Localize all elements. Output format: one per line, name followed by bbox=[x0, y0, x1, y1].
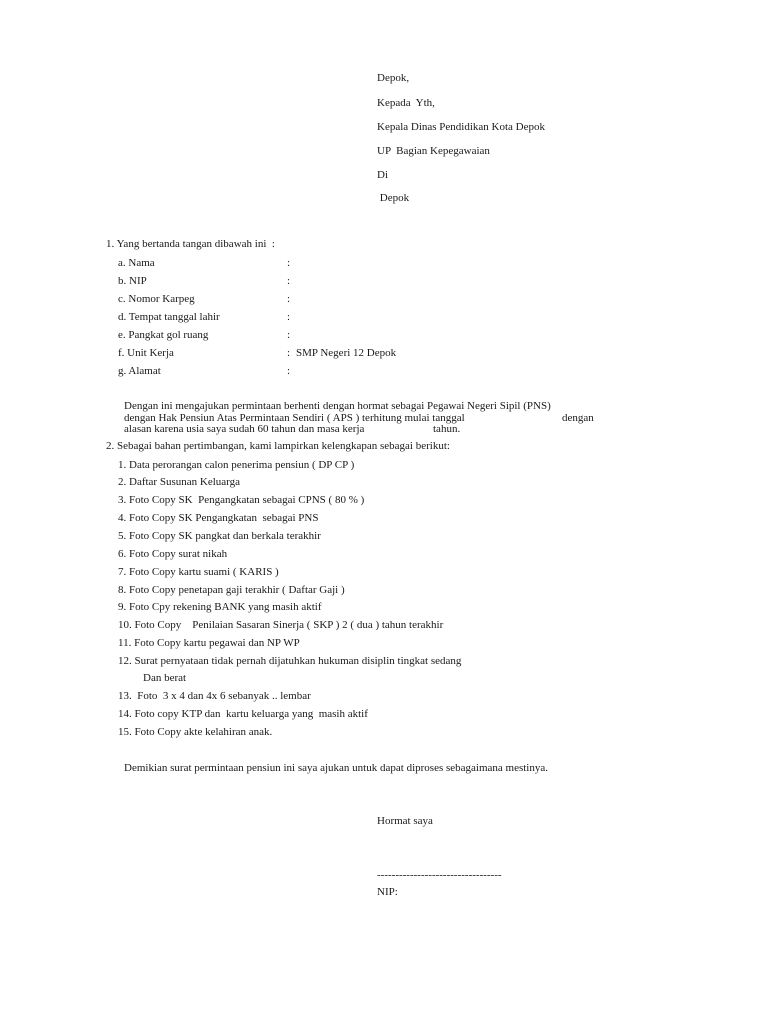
request-line-2: dengan Hak Pensiun Atas Permintaan Sendiri ( APS ) terhitung mulai tanggal bbox=[124, 412, 465, 424]
address-city: Depok bbox=[377, 192, 410, 204]
section1-heading: 1. Yang bertanda tangan dibawah ini : bbox=[106, 238, 275, 250]
field-label-nama: a. Nama bbox=[118, 257, 155, 269]
field-colon: : bbox=[287, 365, 291, 377]
attachment-item-continuation: Dan berat bbox=[143, 672, 187, 684]
signature-line: ---------------------------------- bbox=[377, 869, 502, 881]
field-value-unit-kerja: SMP Negeri 12 Depok bbox=[296, 347, 397, 359]
attachment-item: 11. Foto Copy kartu pegawai dan NP WP bbox=[118, 637, 300, 649]
field-label-nip: b. NIP bbox=[118, 275, 147, 287]
salutation: Kepada Yth, bbox=[377, 97, 435, 109]
field-label-unit-kerja: f. Unit Kerja bbox=[118, 347, 174, 359]
request-line-3: alasan karena usia saya sudah 60 tahun dan masa kerja bbox=[124, 423, 365, 435]
attachment-item: 15. Foto Copy akte kelahiran anak. bbox=[118, 726, 273, 738]
attachment-item: 2. Daftar Susunan Keluarga bbox=[118, 476, 240, 488]
recipient: Kepala Dinas Pendidikan Kota Depok bbox=[377, 121, 546, 133]
attachment-item: 10. Foto Copy Penilaian Sasaran Sinerja ( SKP ) 2 ( dua ) tahun terakhir bbox=[118, 619, 444, 631]
closing-statement: Demikian surat permintaan pensiun ini saya ajukan untuk dapat diproses sebagaimana mestinya. bbox=[124, 762, 548, 774]
regards: Hormat saya bbox=[377, 815, 433, 827]
field-label-alamat: g. Alamat bbox=[118, 365, 161, 377]
attachment-item: 12. Surat pernyataan tidak pernah dijatuhkan hukuman disiplin tingkat sedang bbox=[118, 655, 462, 667]
field-colon: : bbox=[287, 293, 291, 305]
field-colon: : bbox=[287, 329, 291, 341]
attachment-item: 13. Foto 3 x 4 dan 4x 6 sebanyak .. lembar bbox=[118, 690, 311, 702]
place-date: Depok, bbox=[377, 72, 410, 84]
attachment-item: 4. Foto Copy SK Pengangkatan sebagai PNS bbox=[118, 512, 319, 524]
nip-label: NIP: bbox=[377, 886, 398, 898]
address-at: Di bbox=[377, 169, 388, 181]
attachment-item: 3. Foto Copy SK Pengangkatan sebagai CPNS ( 80 % ) bbox=[118, 494, 365, 506]
attachment-item: 8. Foto Copy penetapan gaji terakhir ( Daftar Gaji ) bbox=[118, 584, 345, 596]
request-line-2-end: dengan bbox=[562, 412, 594, 424]
field-label-ttl: d. Tempat tanggal lahir bbox=[118, 311, 220, 323]
field-label-karpeg: c. Nomor Karpeg bbox=[118, 293, 195, 305]
request-line-1: Dengan ini mengajukan permintaan berhenti dengan hormat sebagai Pegawai Negeri Sipil (PNS) bbox=[124, 400, 551, 412]
field-colon: : bbox=[287, 311, 291, 323]
field-colon: : bbox=[287, 275, 291, 287]
attachment-item: 14. Foto copy KTP dan kartu keluarga yang masih aktif bbox=[118, 708, 368, 720]
attachment-item: 1. Data perorangan calon penerima pensiun ( DP CP ) bbox=[118, 459, 355, 471]
section2-heading: 2. Sebagai bahan pertimbangan, kami lampirkan kelengkapan sebagai berikut: bbox=[106, 440, 450, 452]
attachment-item: 7. Foto Copy kartu suami ( KARIS ) bbox=[118, 566, 279, 578]
attachment-item: 6. Foto Copy surat nikah bbox=[118, 548, 228, 560]
attachment-item: 9. Foto Cpy rekening BANK yang masih aktif bbox=[118, 601, 322, 613]
attachment-item: 5. Foto Copy SK pangkat dan berkala terakhir bbox=[118, 530, 321, 542]
field-colon: : bbox=[287, 257, 291, 269]
attention-line: UP Bagian Kepegawaian bbox=[377, 145, 490, 157]
field-colon: : bbox=[287, 347, 291, 359]
field-label-pangkat: e. Pangkat gol ruang bbox=[118, 329, 209, 341]
request-line-3-end: tahun. bbox=[433, 423, 461, 435]
